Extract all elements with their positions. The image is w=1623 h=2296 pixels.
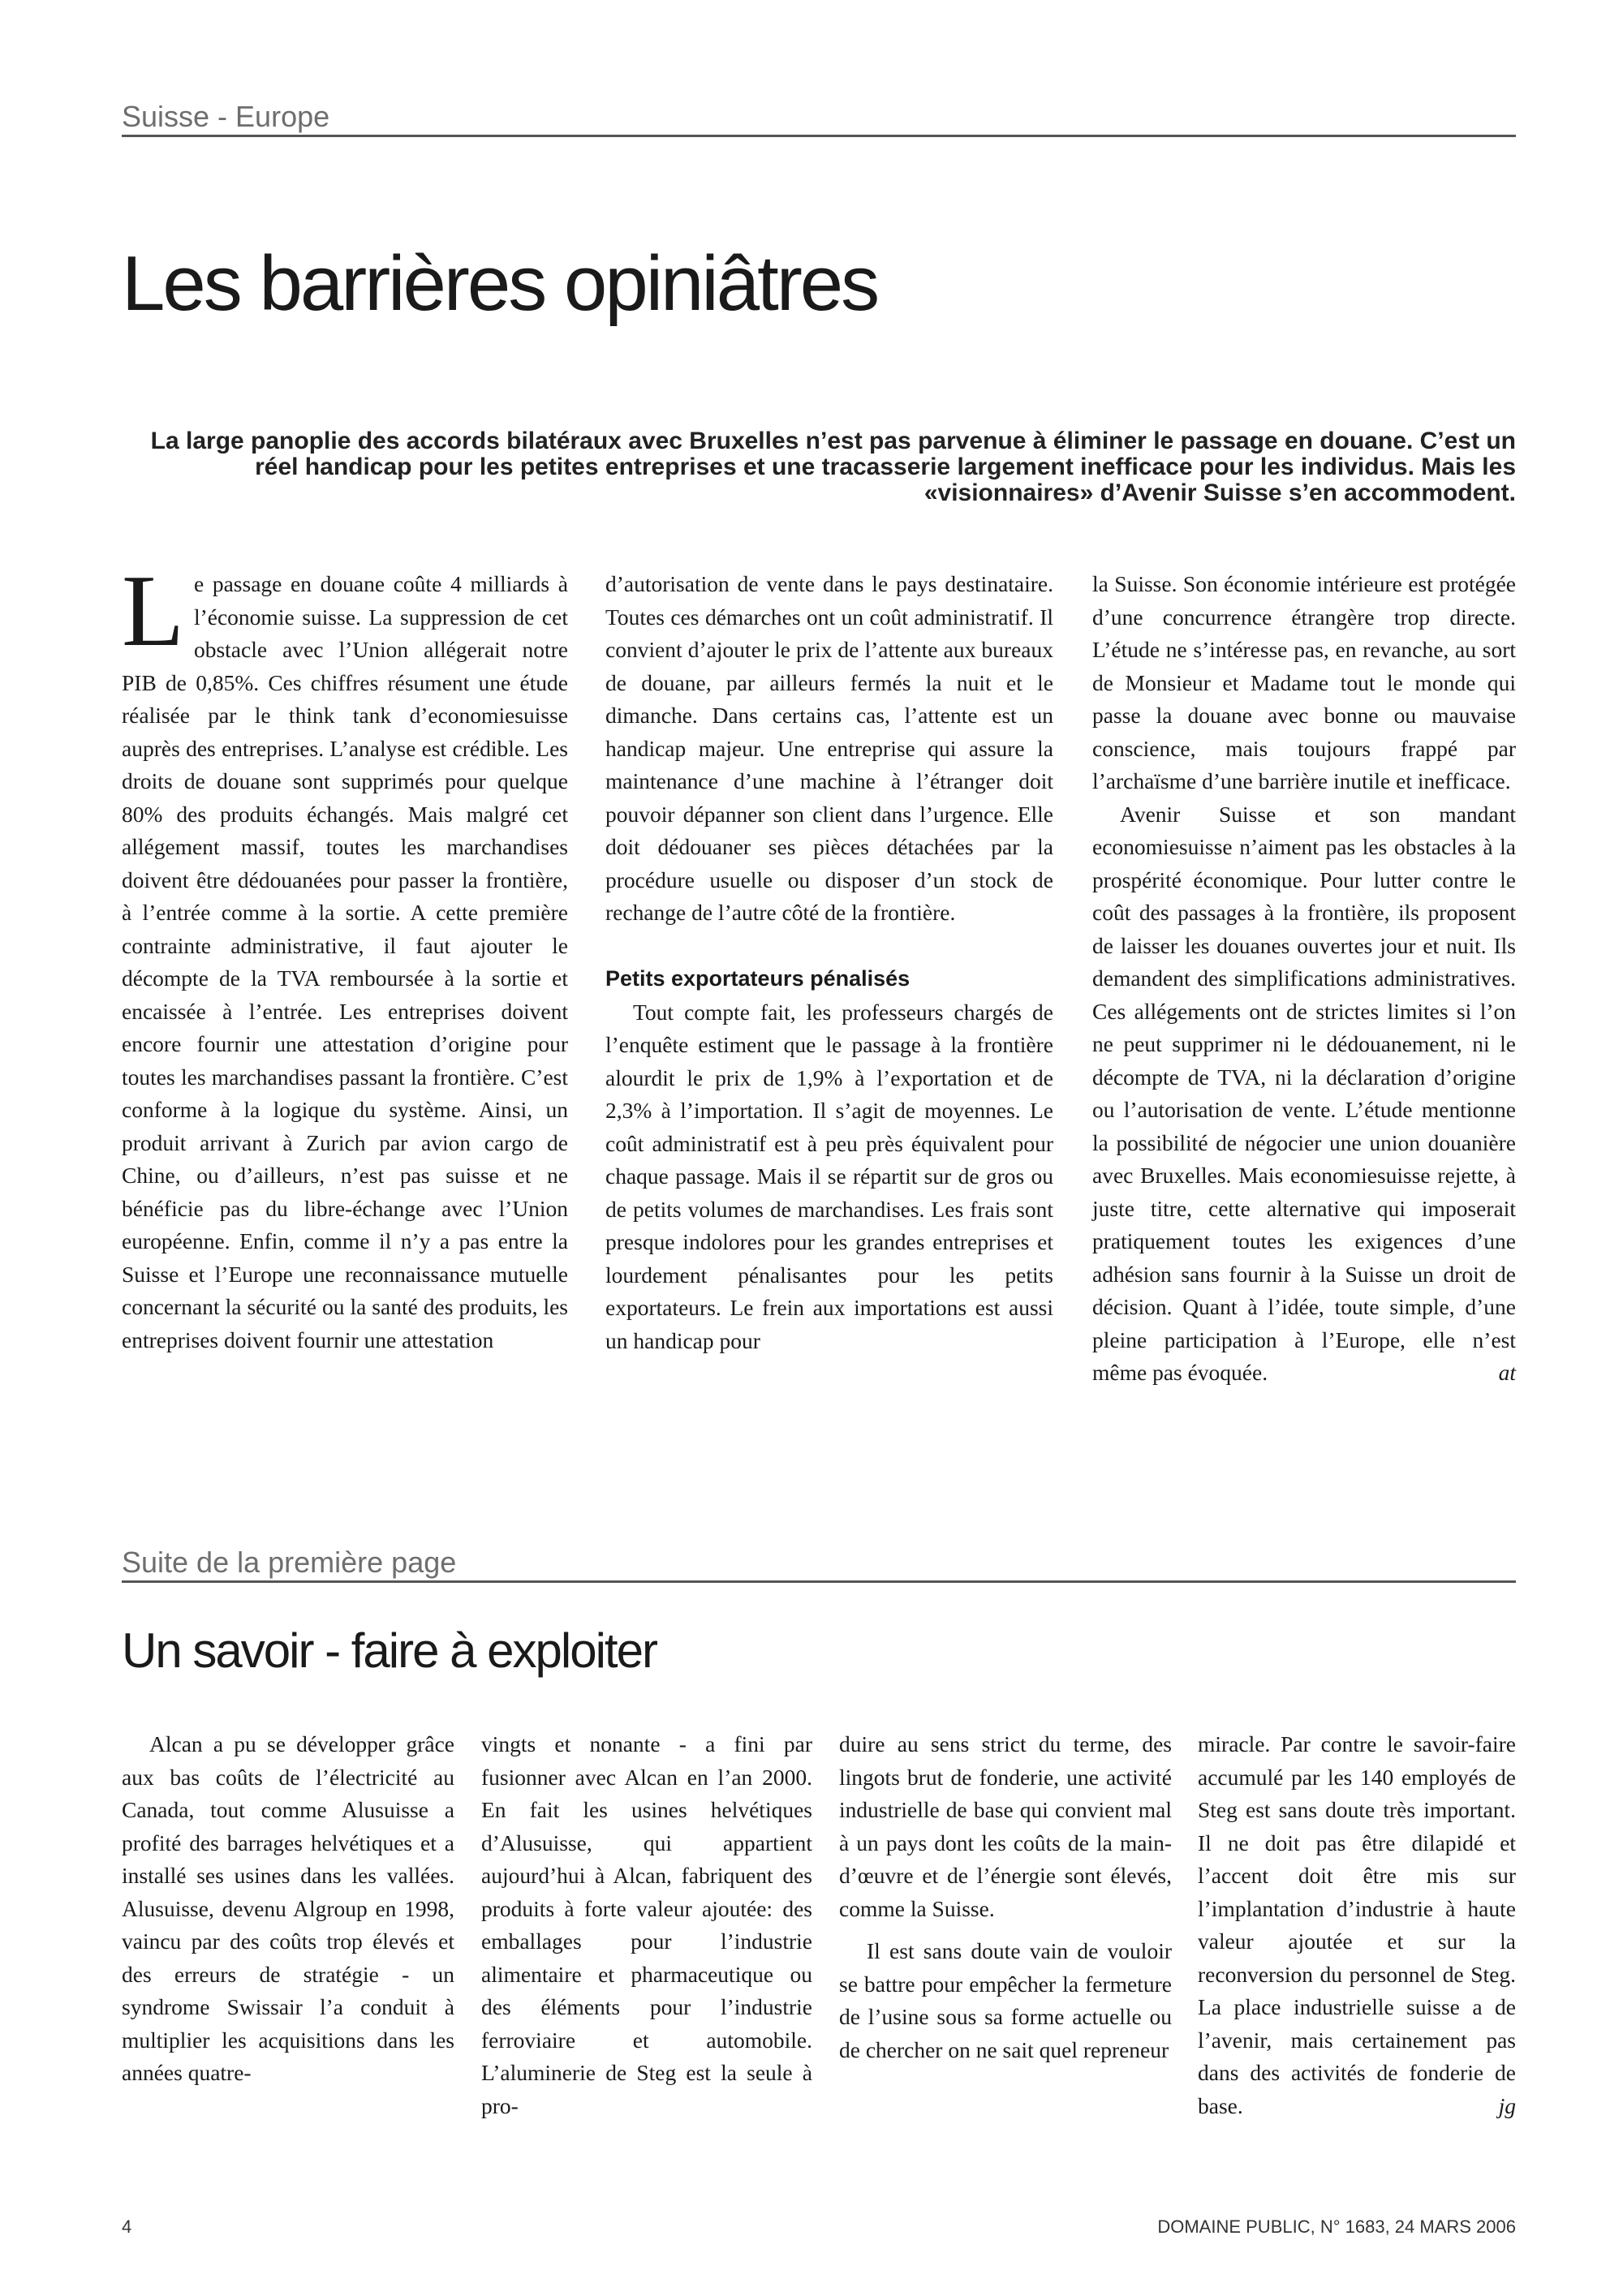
page-number: 4: [122, 2216, 132, 2237]
article-title: Les barrières opiniâtres: [122, 240, 878, 327]
article2-column-2: [481, 1728, 812, 2122]
paragraph: vingts et nonante - a fini par fusionner avec Alcan en l’an 2000. En fait les usines helvétiques d’Alusuisse, qui appartient aujourd’hui à Alcan, fabriquent des produits à forte valeur ajoutée: des emballages pour l’industrie alimentaire et pharmaceutique ou des éléments pour l’industrie ferroviaire et automobile. L’aluminerie de Steg est la seule à pro-: [481, 1731, 812, 2118]
paragraph: duire au sens strict du terme, des lingots brut de fonderie, une activité industrielle de base qui convient mal à un pays dont les coûts de la main-d’œuvre et de l’énergie sont élevés, comme la Suisse.: [839, 1731, 1172, 1921]
article1-column-3: [1092, 568, 1516, 1390]
paragraph: [1092, 798, 1516, 1390]
article1-column-2: [605, 568, 1053, 1357]
author-signature: jg: [1498, 2092, 1516, 2118]
section-label: Suisse - Europe: [122, 100, 330, 133]
article2-column-4: [1198, 1728, 1516, 2122]
paragraph: la Suisse. Son économie intérieure est protégée d’une concurrence étrangère trop directe. L’étude ne s’intéresse pas, en revanche, au sort de Monsieur et Madame tout le monde qui passe la douane avec bonne ou mauvaise conscience, mais toujours frappé par l’archaïsme d’une barrière inutile et inefficace.: [1092, 571, 1516, 793]
paragraph-text: miracle. Par contre le savoir-faire accumulé par les 140 employés de Steg est sans doute très important. Il ne doit pas être dilapidé et l’accent doit être mis sur l’implantation d’industrie à haute valeur ajoutée et sur la reconversion du personnel de Steg. La place industrielle suisse a de l’avenir, mais certainement pas dans des activités de fonderie de base.: [1198, 1731, 1516, 2118]
paragraph-text: Avenir Suisse et son mandant economiesuisse n’aiment pas les obstacles à la prospérité économique. Pour lutter contre le coût des passages à la frontière, ils proposent de laisser les douanes ouvertes jour et nuit. Ils demandent des simplifications administratives. Ces allégements ont de strictes limites si l’on ne peut supprimer ni le dédouanement, ni le décompte de TVA, ni la déclaration d’origine ou l’autorisation de vente. L’étude mentionne la possibilité de négocier une union douanière avec Bruxelles. Mais economiesuisse rejette, à juste titre, cette alternative qui imposerait pratiquement toutes les exigences d’une adhésion sans fournir à la Suisse un droit de décision. Quant à l’idée, toute simple, d’une pleine participation à l’Europe, elle n’est même pas évoquée.: [1092, 801, 1516, 1385]
paragraph: Il est sans doute vain de vouloir se battre pour empêcher la fermeture de l’usine sous sa forme actuelle ou de chercher on ne sait quel repreneur: [839, 1938, 1172, 2062]
paragraph: Tout compte fait, les professeurs chargés de l’enquête estiment que le passage à la frontière alourdit le prix de 1,9% à l’exportation et de 2,3% à l’importation. Il s’agit de moyennes. Le coût administratif est à peu près équivalent pour chaque passage. Mais il se répartit sur de gros ou de petits volumes de marchandises. Les frais sont presque indolores pour les grandes entreprises et lourdement pénalisantes pour les petits exportateurs. Le frein aux importations est aussi un handicap pour: [605, 999, 1053, 1353]
section-header-suite: [122, 1545, 1516, 1583]
paragraph: Alcan a pu se développer grâce aux bas coûts de l’électricité au Canada, tout comme Alusuisse a profité des barrages helvétiques et a installé ses usines dans les vallées. Alusuisse, devenu Algroup en 1998, vaincu par des coûts trop élevés et des erreurs de stratégie - un syndrome Swissair l’a conduit à multiplier les acquisitions dans les années quatre-: [122, 1731, 454, 2085]
paragraph: [1198, 1728, 1516, 2122]
article-title: Un savoir - faire à exploiter: [122, 1623, 657, 1678]
subheading: Petits exportateurs pénalisés: [605, 965, 911, 991]
section-header-suisse-europe: [122, 99, 1516, 137]
publication-info: DOMAINE PUBLIC, N° 1683, 24 MARS 2006: [1157, 2216, 1516, 2237]
drop-cap: L: [122, 555, 184, 668]
article2-column-3: [839, 1728, 1172, 2066]
article-lede: La large panoplie des accords bilatéraux avec Bruxelles n’est pas parvenue à éliminer le passage en douane. C’est un réel handicap pour les petites entreprises et une tracasserie largement inefficace pour les individus. Mais les «visionnaires» d’Avenir Suisse s’en accommodent.: [150, 428, 1516, 506]
article1-column-1: [122, 555, 568, 1357]
section-label: Suite de la première page: [122, 1546, 457, 1579]
article2-column-1: [122, 1728, 454, 2090]
author-signature: at: [1498, 1360, 1516, 1385]
paragraph: d’autorisation de vente dans le pays destinataire. Toutes ces démarches ont un coût administratif. Il convient d’ajouter le prix de l’attente aux bureaux de douane, par ailleurs fermés la nuit et le dimanche. Dans certains cas, l’attente est un handicap majeur. Une entreprise qui assure la maintenance d’une machine à l’étranger doit pouvoir dépanner son client dans l’urgence. Elle doit dédouaner ses pièces détachées par la procédure usuelle ou disposer d’un stock de rechange de l’autre côté de la frontière.: [605, 571, 1053, 925]
paragraph: e passage en douane coûte 4 milliards à l’économie suisse. La suppression de cet obstacle avec l’Union allégerait notre PIB de 0,85%. Ces chiffres résument une étude réalisée par le think tank d’economiesuisse auprès des entreprises. L’analyse est crédible. Les droits de douane sont supprimés pour quelque 80% des produits échangés. Mais malgré cet allégement massif, toutes les marchandises doivent être dédouanées pour passer la frontière, à l’entrée comme à la sortie. A cette première contrainte administrative, il faut ajouter le décompte de la TVA remboursée à la sortie et encaissée à l’entrée. Les entreprises doivent encore fournir une attestation d’origine pour toutes les marchandises passant la frontière. C’est conforme à la logique du système. Ainsi, un produit arrivant à Zurich par avion cargo de Chine, ou d’ailleurs, n’est pas suisse et ne bénéficie pas du libre-échange avec l’Union européenne. Enfin, comme il n’y a pas entre la Suisse et l’Europe une reconnaissance mutuelle concernant la sécurité ou la santé des produits, les entreprises doivent fournir une attestation: [122, 571, 568, 1352]
